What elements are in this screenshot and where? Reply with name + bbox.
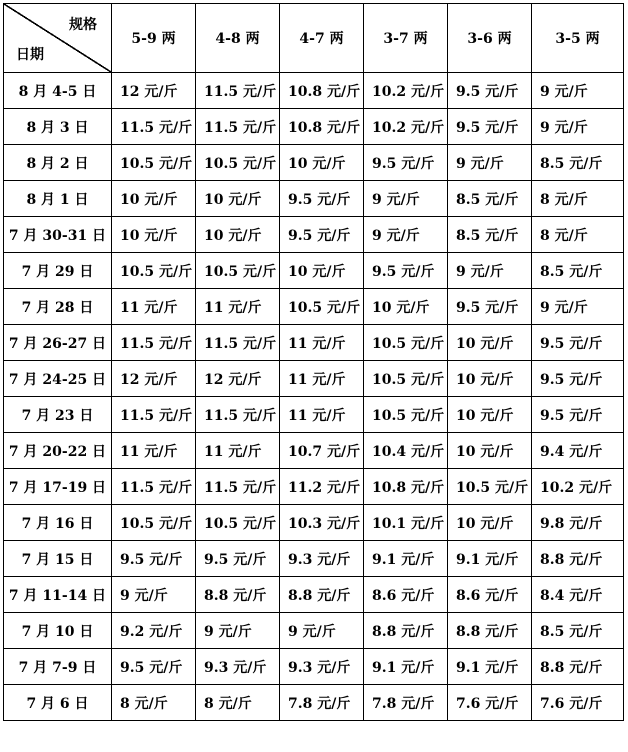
price-cell: 8.4 元/斤 bbox=[532, 577, 624, 613]
price-cell: 10 元/斤 bbox=[280, 253, 364, 289]
price-cell: 9 元/斤 bbox=[196, 613, 280, 649]
price-cell: 11.2 元/斤 bbox=[280, 469, 364, 505]
price-cell: 11.5 元/斤 bbox=[112, 469, 196, 505]
table-row bbox=[4, 217, 624, 253]
table-row bbox=[4, 505, 624, 541]
table-row bbox=[4, 685, 624, 721]
column-header: 3-5 两 bbox=[532, 4, 624, 73]
price-cell: 11.5 元/斤 bbox=[112, 325, 196, 361]
price-cell: 8 元/斤 bbox=[112, 685, 196, 721]
price-cell: 9.5 元/斤 bbox=[364, 253, 448, 289]
price-cell: 9.5 元/斤 bbox=[448, 109, 532, 145]
price-cell: 10 元/斤 bbox=[448, 397, 532, 433]
price-cell: 10.5 元/斤 bbox=[448, 469, 532, 505]
column-header: 3-6 两 bbox=[448, 4, 532, 73]
price-cell: 8 元/斤 bbox=[196, 685, 280, 721]
price-cell: 9.4 元/斤 bbox=[532, 433, 624, 469]
price-cell: 11.5 元/斤 bbox=[196, 73, 280, 109]
price-cell: 9.8 元/斤 bbox=[532, 505, 624, 541]
price-cell: 8 元/斤 bbox=[532, 217, 624, 253]
date-cell: 7 月 28 日 bbox=[4, 289, 112, 325]
price-cell: 9 元/斤 bbox=[532, 73, 624, 109]
price-cell: 11 元/斤 bbox=[280, 397, 364, 433]
price-cell: 8.8 元/斤 bbox=[196, 577, 280, 613]
date-cell: 7 月 11-14 日 bbox=[4, 577, 112, 613]
price-table bbox=[3, 3, 624, 721]
price-cell: 8.5 元/斤 bbox=[532, 613, 624, 649]
price-cell: 9 元/斤 bbox=[364, 217, 448, 253]
price-cell: 8.8 元/斤 bbox=[532, 541, 624, 577]
date-cell: 7 月 17-19 日 bbox=[4, 469, 112, 505]
price-cell: 7.6 元/斤 bbox=[448, 685, 532, 721]
table-row bbox=[4, 325, 624, 361]
price-cell: 9.3 元/斤 bbox=[196, 649, 280, 685]
price-cell: 9.5 元/斤 bbox=[532, 397, 624, 433]
price-cell: 8.6 元/斤 bbox=[448, 577, 532, 613]
price-cell: 8.5 元/斤 bbox=[532, 253, 624, 289]
price-cell: 9 元/斤 bbox=[112, 577, 196, 613]
price-cell: 12 元/斤 bbox=[112, 361, 196, 397]
date-cell: 8 月 4-5 日 bbox=[4, 73, 112, 109]
table-row bbox=[4, 613, 624, 649]
price-cell: 9.5 元/斤 bbox=[448, 73, 532, 109]
price-cell: 10.2 元/斤 bbox=[364, 109, 448, 145]
price-cell: 10.5 元/斤 bbox=[112, 253, 196, 289]
price-cell: 8.5 元/斤 bbox=[448, 217, 532, 253]
price-cell: 9.1 元/斤 bbox=[364, 541, 448, 577]
price-cell: 10.5 元/斤 bbox=[280, 289, 364, 325]
date-label: 日期 bbox=[16, 47, 44, 63]
price-cell: 10.8 元/斤 bbox=[280, 73, 364, 109]
price-cell: 8 元/斤 bbox=[532, 181, 624, 217]
date-cell: 7 月 10 日 bbox=[4, 613, 112, 649]
price-cell: 10 元/斤 bbox=[280, 145, 364, 181]
price-cell: 9 元/斤 bbox=[280, 613, 364, 649]
table-row bbox=[4, 433, 624, 469]
date-cell: 7 月 6 日 bbox=[4, 685, 112, 721]
price-cell: 8.5 元/斤 bbox=[448, 181, 532, 217]
price-cell: 9.1 元/斤 bbox=[448, 541, 532, 577]
date-cell: 8 月 3 日 bbox=[4, 109, 112, 145]
price-cell: 12 元/斤 bbox=[112, 73, 196, 109]
table-body bbox=[4, 73, 624, 721]
price-cell: 10 元/斤 bbox=[112, 181, 196, 217]
price-cell: 9.2 元/斤 bbox=[112, 613, 196, 649]
corner-header-cell bbox=[4, 4, 112, 73]
price-cell: 9.5 元/斤 bbox=[280, 217, 364, 253]
table-row bbox=[4, 73, 624, 109]
table-row bbox=[4, 289, 624, 325]
date-cell: 7 月 30-31 日 bbox=[4, 217, 112, 253]
price-cell: 10 元/斤 bbox=[448, 505, 532, 541]
price-cell: 8.5 元/斤 bbox=[532, 145, 624, 181]
price-cell: 11.5 元/斤 bbox=[112, 109, 196, 145]
price-cell: 8.8 元/斤 bbox=[532, 649, 624, 685]
price-cell: 10.5 元/斤 bbox=[196, 253, 280, 289]
price-cell: 11 元/斤 bbox=[196, 433, 280, 469]
date-cell: 7 月 23 日 bbox=[4, 397, 112, 433]
table-row bbox=[4, 469, 624, 505]
price-cell: 11 元/斤 bbox=[196, 289, 280, 325]
table-row bbox=[4, 253, 624, 289]
price-cell: 10.7 元/斤 bbox=[280, 433, 364, 469]
price-cell: 9.5 元/斤 bbox=[532, 361, 624, 397]
column-header: 4-8 两 bbox=[196, 4, 280, 73]
price-cell: 11 元/斤 bbox=[280, 361, 364, 397]
price-cell: 10.8 元/斤 bbox=[280, 109, 364, 145]
header-row bbox=[4, 4, 624, 73]
price-cell: 8.8 元/斤 bbox=[448, 613, 532, 649]
price-cell: 11.5 元/斤 bbox=[196, 397, 280, 433]
date-cell: 7 月 26-27 日 bbox=[4, 325, 112, 361]
price-cell: 10 元/斤 bbox=[364, 289, 448, 325]
price-cell: 10.4 元/斤 bbox=[364, 433, 448, 469]
price-cell: 9.1 元/斤 bbox=[364, 649, 448, 685]
price-cell: 12 元/斤 bbox=[196, 361, 280, 397]
price-cell: 9.5 元/斤 bbox=[448, 289, 532, 325]
price-table-container bbox=[3, 3, 624, 721]
date-cell: 7 月 16 日 bbox=[4, 505, 112, 541]
table-row bbox=[4, 397, 624, 433]
date-cell: 7 月 29 日 bbox=[4, 253, 112, 289]
column-header: 4-7 两 bbox=[280, 4, 364, 73]
date-cell: 7 月 20-22 日 bbox=[4, 433, 112, 469]
price-cell: 9.5 元/斤 bbox=[280, 181, 364, 217]
price-cell: 9 元/斤 bbox=[532, 109, 624, 145]
date-cell: 7 月 24-25 日 bbox=[4, 361, 112, 397]
price-cell: 10.5 元/斤 bbox=[196, 505, 280, 541]
price-cell: 10.5 元/斤 bbox=[112, 505, 196, 541]
price-cell: 9.5 元/斤 bbox=[196, 541, 280, 577]
price-cell: 10.5 元/斤 bbox=[196, 145, 280, 181]
price-cell: 11 元/斤 bbox=[280, 325, 364, 361]
table-row bbox=[4, 649, 624, 685]
price-cell: 10 元/斤 bbox=[448, 433, 532, 469]
price-cell: 10 元/斤 bbox=[448, 325, 532, 361]
spec-label: 规格 bbox=[69, 17, 97, 33]
date-cell: 8 月 1 日 bbox=[4, 181, 112, 217]
price-cell: 7.8 元/斤 bbox=[280, 685, 364, 721]
table-row bbox=[4, 541, 624, 577]
price-cell: 10.2 元/斤 bbox=[532, 469, 624, 505]
table-row bbox=[4, 181, 624, 217]
price-cell: 11.5 元/斤 bbox=[196, 469, 280, 505]
column-header: 3-7 两 bbox=[364, 4, 448, 73]
price-cell: 10.3 元/斤 bbox=[280, 505, 364, 541]
table-row bbox=[4, 109, 624, 145]
price-cell: 9.5 元/斤 bbox=[112, 649, 196, 685]
price-cell: 10 元/斤 bbox=[196, 217, 280, 253]
date-cell: 7 月 7-9 日 bbox=[4, 649, 112, 685]
price-cell: 9 元/斤 bbox=[532, 289, 624, 325]
price-cell: 10.8 元/斤 bbox=[364, 469, 448, 505]
price-cell: 11 元/斤 bbox=[112, 289, 196, 325]
table-row bbox=[4, 145, 624, 181]
price-cell: 11 元/斤 bbox=[112, 433, 196, 469]
price-cell: 9.1 元/斤 bbox=[448, 649, 532, 685]
price-cell: 10 元/斤 bbox=[448, 361, 532, 397]
price-cell: 10.5 元/斤 bbox=[364, 397, 448, 433]
price-cell: 9 元/斤 bbox=[448, 253, 532, 289]
price-cell: 9.3 元/斤 bbox=[280, 541, 364, 577]
price-cell: 10.5 元/斤 bbox=[364, 325, 448, 361]
price-cell: 9.5 元/斤 bbox=[364, 145, 448, 181]
price-cell: 11.5 元/斤 bbox=[196, 109, 280, 145]
price-cell: 11.5 元/斤 bbox=[112, 397, 196, 433]
price-cell: 9.5 元/斤 bbox=[532, 325, 624, 361]
price-cell: 10.2 元/斤 bbox=[364, 73, 448, 109]
price-cell: 10 元/斤 bbox=[196, 181, 280, 217]
price-cell: 8.8 元/斤 bbox=[280, 577, 364, 613]
price-cell: 10 元/斤 bbox=[112, 217, 196, 253]
table-row bbox=[4, 361, 624, 397]
price-cell: 8.8 元/斤 bbox=[364, 613, 448, 649]
price-cell: 9 元/斤 bbox=[448, 145, 532, 181]
price-cell: 10.5 元/斤 bbox=[112, 145, 196, 181]
column-header: 5-9 两 bbox=[112, 4, 196, 73]
price-cell: 8.6 元/斤 bbox=[364, 577, 448, 613]
price-cell: 7.8 元/斤 bbox=[364, 685, 448, 721]
date-cell: 8 月 2 日 bbox=[4, 145, 112, 181]
date-cell: 7 月 15 日 bbox=[4, 541, 112, 577]
price-cell: 10.5 元/斤 bbox=[364, 361, 448, 397]
price-cell: 11.5 元/斤 bbox=[196, 325, 280, 361]
table-row bbox=[4, 577, 624, 613]
price-cell: 10.1 元/斤 bbox=[364, 505, 448, 541]
price-cell: 9.5 元/斤 bbox=[112, 541, 196, 577]
price-cell: 9.3 元/斤 bbox=[280, 649, 364, 685]
price-cell: 7.6 元/斤 bbox=[532, 685, 624, 721]
price-cell: 9 元/斤 bbox=[364, 181, 448, 217]
